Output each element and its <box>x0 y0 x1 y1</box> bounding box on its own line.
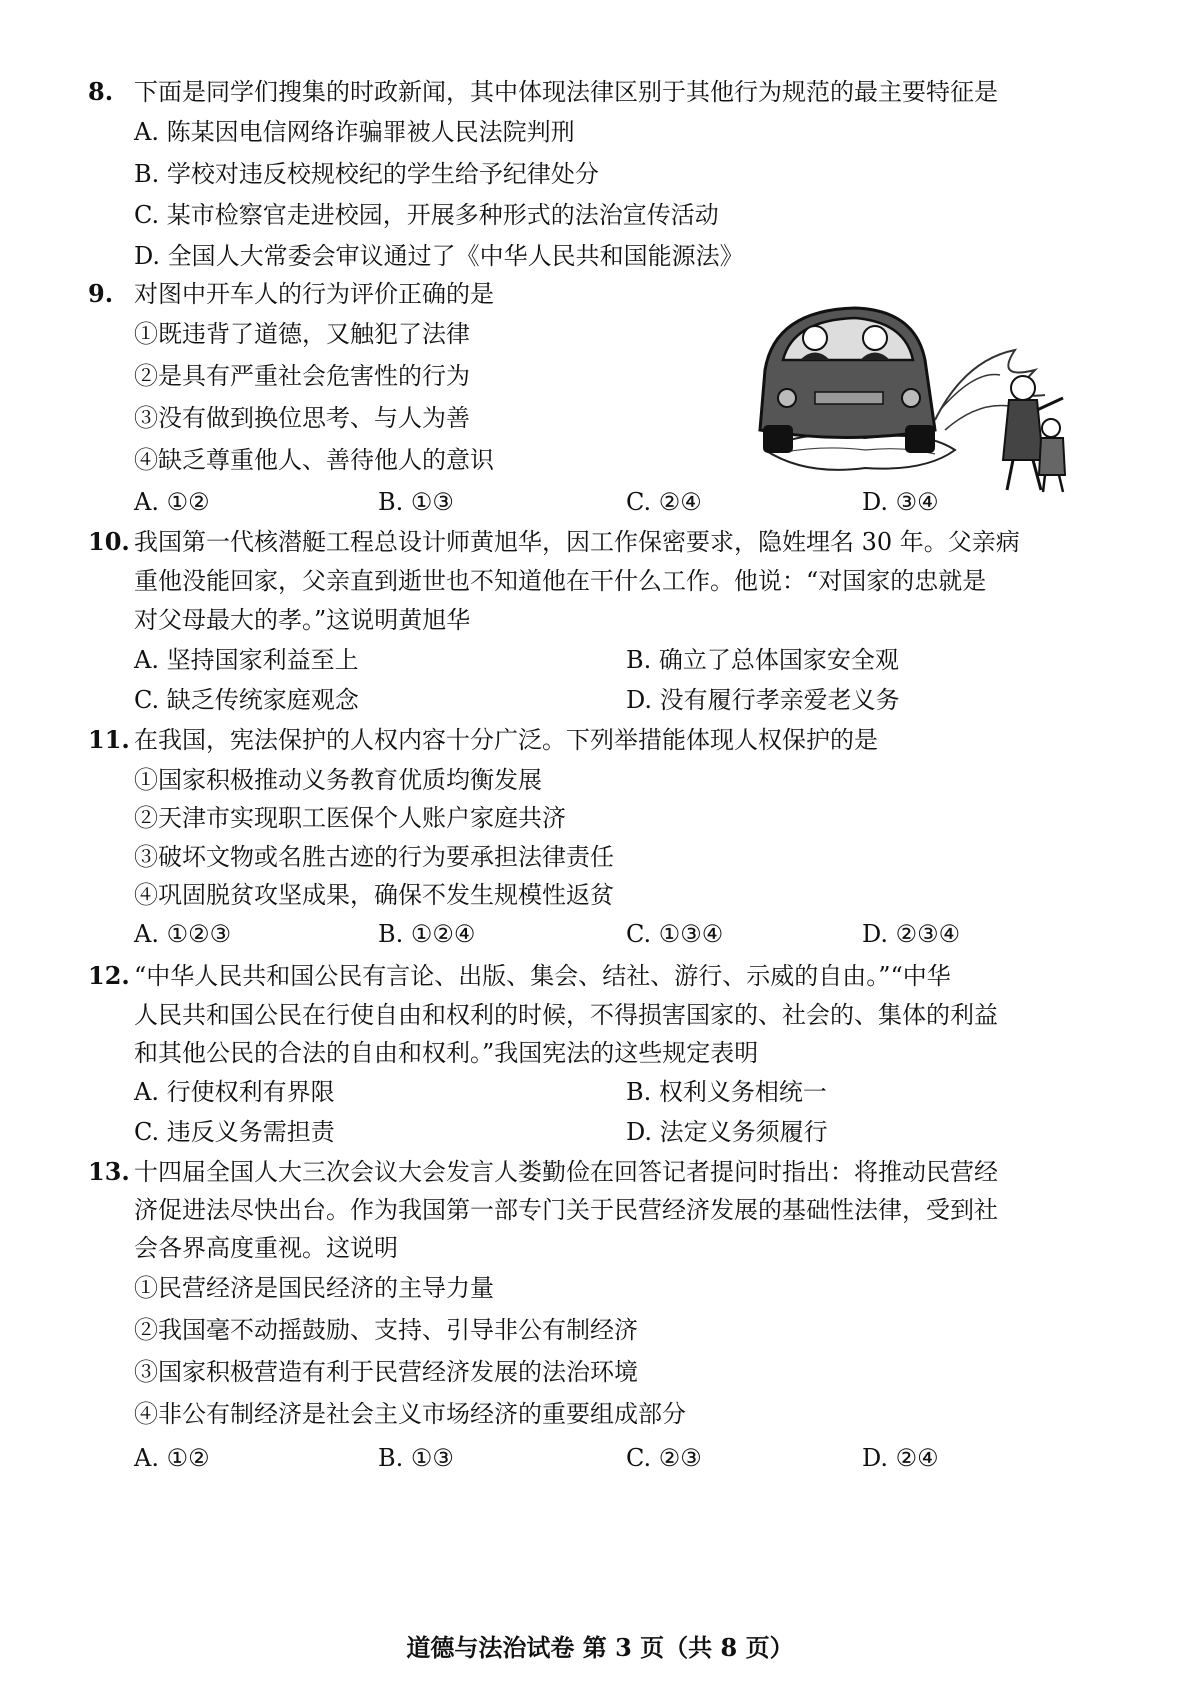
q11-option-b: B. ①②④ <box>378 920 476 948</box>
car-splash-illustration <box>745 300 1085 500</box>
q12-option-d: D. 法定义务须履行 <box>626 1118 828 1146</box>
q12-stem-line-2: 人民共和国公民在行使自由和权利的时候，不得损害国家的、社会的、集体的利益 <box>134 1001 998 1029</box>
q13-stem-text-1: 十四届全国人大三次会议大会发言人娄勤俭在回答记者提问时指出：将推动民营经 <box>134 1158 998 1186</box>
q8-option-b: B. 学校对违反校规校纪的学生给予纪律处分 <box>134 160 599 188</box>
q9-item-4: ④缺乏尊重他人、善待他人的意识 <box>134 446 494 474</box>
q12-stem-line-1 <box>88 961 951 990</box>
q9-item-2: ②是具有严重社会危害性的行为 <box>134 362 470 390</box>
q12-option-b: B. 权利义务相统一 <box>626 1078 827 1106</box>
q10-stem-text-1: 我国第一代核潜艇工程总设计师黄旭华，因工作保密要求，隐姓埋名 30 年。父亲病 <box>134 528 1020 556</box>
q10-option-d: D. 没有履行孝亲爱老义务 <box>626 686 900 714</box>
q9-item-1: ①既违背了道德，又触犯了法律 <box>134 320 470 348</box>
q11-item-1: ①国家积极推动义务教育优质均衡发展 <box>134 766 542 794</box>
q9-number: 9. <box>88 279 114 308</box>
q8-option-a: A. 陈某因电信网络诈骗罪被人民法院判刑 <box>134 118 575 146</box>
q13-number: 13. <box>88 1157 130 1186</box>
q11-number: 11. <box>88 725 130 754</box>
q13-item-1: ①民营经济是国民经济的主导力量 <box>134 1274 494 1302</box>
q12-stem-line-3: 和其他公民的合法的自由和权利。”我国宪法的这些规定表明 <box>134 1039 759 1067</box>
q9-option-c: C. ②④ <box>626 488 702 516</box>
q9-item-3: ③没有做到换位思考、与人为善 <box>134 404 470 432</box>
q13-item-2: ②我国毫不动摇鼓励、支持、引导非公有制经济 <box>134 1316 638 1344</box>
q10-stem-line-2: 重他没能回家，父亲直到逝世也不知道他在干什么工作。他说：“对国家的忠就是 <box>134 567 987 595</box>
q8-option-c: C. 某市检察官走进校园，开展多种形式的法治宣传活动 <box>134 201 719 229</box>
q10-number: 10. <box>88 527 130 556</box>
q8-stem-text: 下面是同学们搜集的时政新闻，其中体现法律区别于其他行为规范的最主要特征是 <box>134 78 998 106</box>
q9-stem-text: 对图中开车人的行为评价正确的是 <box>134 280 494 308</box>
q10-option-c: C. 缺乏传统家庭观念 <box>134 686 359 714</box>
q11-item-2: ②天津市实现职工医保个人账户家庭共济 <box>134 804 566 832</box>
q13-stem-line-3: 会各界高度重视。这说明 <box>134 1234 398 1262</box>
q11-stem <box>88 725 878 754</box>
q13-option-b: B. ①③ <box>378 1444 454 1472</box>
q13-option-c: C. ②③ <box>626 1444 702 1472</box>
q11-option-d: D. ②③④ <box>862 920 961 948</box>
q8-stem <box>88 77 998 106</box>
q11-option-a: A. ①②③ <box>134 920 232 948</box>
q13-option-a: A. ①② <box>134 1444 210 1472</box>
q9-stem <box>88 279 494 308</box>
q13-option-d: D. ②④ <box>862 1444 939 1472</box>
q9-option-d: D. ③④ <box>862 488 939 516</box>
q10-stem-line-3: 对父母最大的孝。”这说明黄旭华 <box>134 606 471 634</box>
q13-item-4: ④非公有制经济是社会主义市场经济的重要组成部分 <box>134 1400 686 1428</box>
q10-option-b: B. 确立了总体国家安全观 <box>626 646 899 674</box>
page-footer: 道德与法治试卷 第 3 页（共 8 页） <box>406 1633 794 1662</box>
q12-number: 12. <box>88 961 130 990</box>
car-splash-cartoon <box>745 300 1085 500</box>
q10-option-a: A. 坚持国家利益至上 <box>134 646 359 674</box>
q10-stem-line-1 <box>88 527 1020 556</box>
q11-item-4: ④巩固脱贫攻坚成果，确保不发生规模性返贫 <box>134 881 614 909</box>
q13-item-3: ③国家积极营造有利于民营经济发展的法治环境 <box>134 1358 638 1386</box>
q13-stem-line-1 <box>88 1157 998 1186</box>
q13-stem-line-2: 济促进法尽快出台。作为我国第一部专门关于民营经济发展的基础性法律，受到社 <box>134 1196 998 1224</box>
q8-number: 8. <box>88 77 114 106</box>
q9-option-a: A. ①② <box>134 488 210 516</box>
q12-option-a: A. 行使权利有界限 <box>134 1078 335 1106</box>
q12-stem-text-1: “中华人民共和国公民有言论、出版、集会、结社、游行、示威的自由。”“中华 <box>134 962 951 990</box>
q8-option-d: D. 全国人大常委会审议通过了《中华人民共和国能源法》 <box>134 242 744 270</box>
q11-stem-text: 在我国，宪法保护的人权内容十分广泛。下列举措能体现人权保护的是 <box>134 726 878 754</box>
q11-item-3: ③破坏文物或名胜古迹的行为要承担法律责任 <box>134 843 614 871</box>
q11-option-c: C. ①③④ <box>626 920 724 948</box>
q9-option-b: B. ①③ <box>378 488 454 516</box>
q12-option-c: C. 违反义务需担责 <box>134 1118 335 1146</box>
